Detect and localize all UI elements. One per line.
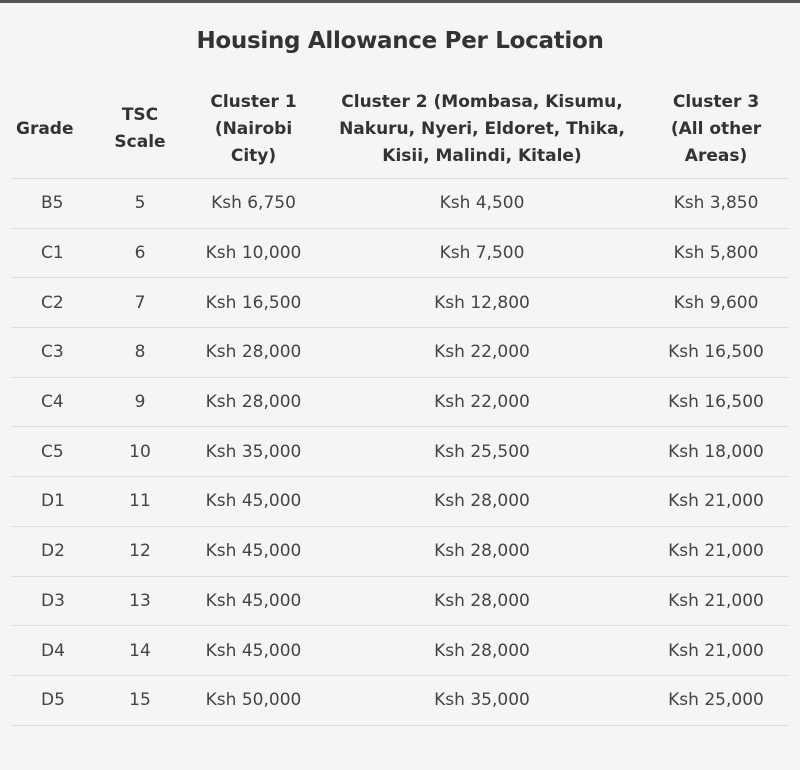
cell-tsc-scale: 8 [94, 328, 186, 378]
header-cluster-3-line: Areas) [684, 145, 748, 166]
cell-cluster-1: Ksh 45,000 [186, 526, 321, 576]
cell-cluster-1: Ksh 10,000 [186, 228, 321, 278]
header-tsc-scale [94, 80, 186, 179]
cell-grade: C1 [11, 228, 94, 278]
cell-cluster-2: Ksh 28,000 [321, 626, 643, 676]
header-cluster-2-line: Kisii, Malindi, Kitale) [382, 145, 582, 166]
cell-grade: D1 [11, 477, 94, 527]
table-row [11, 427, 789, 477]
cell-cluster-1: Ksh 50,000 [186, 675, 321, 725]
page-title: Housing Allowance Per Location [196, 28, 604, 54]
cell-grade: D2 [11, 526, 94, 576]
cell-cluster-1: Ksh 45,000 [186, 576, 321, 626]
cell-tsc-scale: 9 [94, 377, 186, 427]
cell-cluster-3: Ksh 21,000 [643, 477, 789, 527]
cell-tsc-scale: 15 [94, 675, 186, 725]
cell-tsc-scale: 11 [94, 477, 186, 527]
cell-cluster-3: Ksh 9,600 [643, 278, 789, 328]
cell-cluster-3: Ksh 21,000 [643, 576, 789, 626]
cell-cluster-2: Ksh 22,000 [321, 328, 643, 378]
cell-cluster-3: Ksh 25,000 [643, 675, 789, 725]
cell-cluster-1: Ksh 45,000 [186, 477, 321, 527]
table-header-row [11, 80, 789, 179]
cell-grade: B5 [11, 179, 94, 229]
cell-cluster-3: Ksh 21,000 [643, 626, 789, 676]
cell-cluster-2: Ksh 28,000 [321, 526, 643, 576]
table-row [11, 328, 789, 378]
header-tsc-scale-line: TSC [121, 105, 159, 125]
header-cluster-3-line: Cluster 3 [672, 91, 760, 112]
header-cluster-2 [321, 80, 643, 179]
header-cluster-2-line: Cluster 2 (Mombasa, Kisumu, [341, 91, 623, 112]
cell-grade: D4 [11, 626, 94, 676]
table-row [11, 377, 789, 427]
header-cluster-1-line: Cluster 1 [210, 91, 297, 112]
cell-cluster-2: Ksh 12,800 [321, 278, 643, 328]
cell-cluster-1: Ksh 28,000 [186, 328, 321, 378]
header-grade-line: Grade [16, 118, 74, 139]
cell-cluster-1: Ksh 6,750 [186, 179, 321, 229]
cell-cluster-2: Ksh 25,500 [321, 427, 643, 477]
cell-grade: C4 [11, 377, 94, 427]
cell-grade: C3 [11, 328, 94, 378]
table-row [11, 526, 789, 576]
housing-allowance-table [11, 80, 789, 726]
top-border [0, 0, 800, 3]
cell-grade: C2 [11, 278, 94, 328]
cell-tsc-scale: 10 [94, 427, 186, 477]
header-cluster-2-line: Nakuru, Nyeri, Eldoret, Thika, [339, 118, 625, 139]
cell-cluster-1: Ksh 45,000 [186, 626, 321, 676]
header-cluster-3-line: (All other [670, 118, 762, 139]
cell-cluster-3: Ksh 16,500 [643, 377, 789, 427]
cell-cluster-3: Ksh 3,850 [643, 179, 789, 229]
cell-grade: C5 [11, 427, 94, 477]
cell-cluster-1: Ksh 35,000 [186, 427, 321, 477]
header-tsc-scale-line: Scale [114, 132, 166, 152]
cell-cluster-2: Ksh 28,000 [321, 576, 643, 626]
table-row [11, 228, 789, 278]
cell-tsc-scale: 6 [94, 228, 186, 278]
table-row [11, 576, 789, 626]
cell-grade: D3 [11, 576, 94, 626]
cell-grade: D5 [11, 675, 94, 725]
header-grade [11, 80, 94, 179]
cell-tsc-scale: 7 [94, 278, 186, 328]
cell-cluster-2: Ksh 7,500 [321, 228, 643, 278]
cell-cluster-2: Ksh 28,000 [321, 477, 643, 527]
cell-tsc-scale: 12 [94, 526, 186, 576]
table-row [11, 477, 789, 527]
header-cluster-1-line: (Nairobi [214, 118, 293, 139]
table-row [11, 179, 789, 229]
header-cluster-3 [643, 80, 789, 179]
cell-tsc-scale: 14 [94, 626, 186, 676]
cell-cluster-2: Ksh 22,000 [321, 377, 643, 427]
table-row [11, 278, 789, 328]
table-row [11, 626, 789, 676]
cell-cluster-3: Ksh 21,000 [643, 526, 789, 576]
cell-cluster-2: Ksh 35,000 [321, 675, 643, 725]
cell-cluster-3: Ksh 5,800 [643, 228, 789, 278]
table-row [11, 675, 789, 725]
cell-cluster-3: Ksh 16,500 [643, 328, 789, 378]
cell-tsc-scale: 5 [94, 179, 186, 229]
cell-cluster-1: Ksh 28,000 [186, 377, 321, 427]
cell-cluster-1: Ksh 16,500 [186, 278, 321, 328]
header-cluster-1 [186, 80, 321, 179]
cell-tsc-scale: 13 [94, 576, 186, 626]
header-cluster-1-line: City) [230, 145, 277, 166]
cell-cluster-2: Ksh 4,500 [321, 179, 643, 229]
cell-cluster-3: Ksh 18,000 [643, 427, 789, 477]
